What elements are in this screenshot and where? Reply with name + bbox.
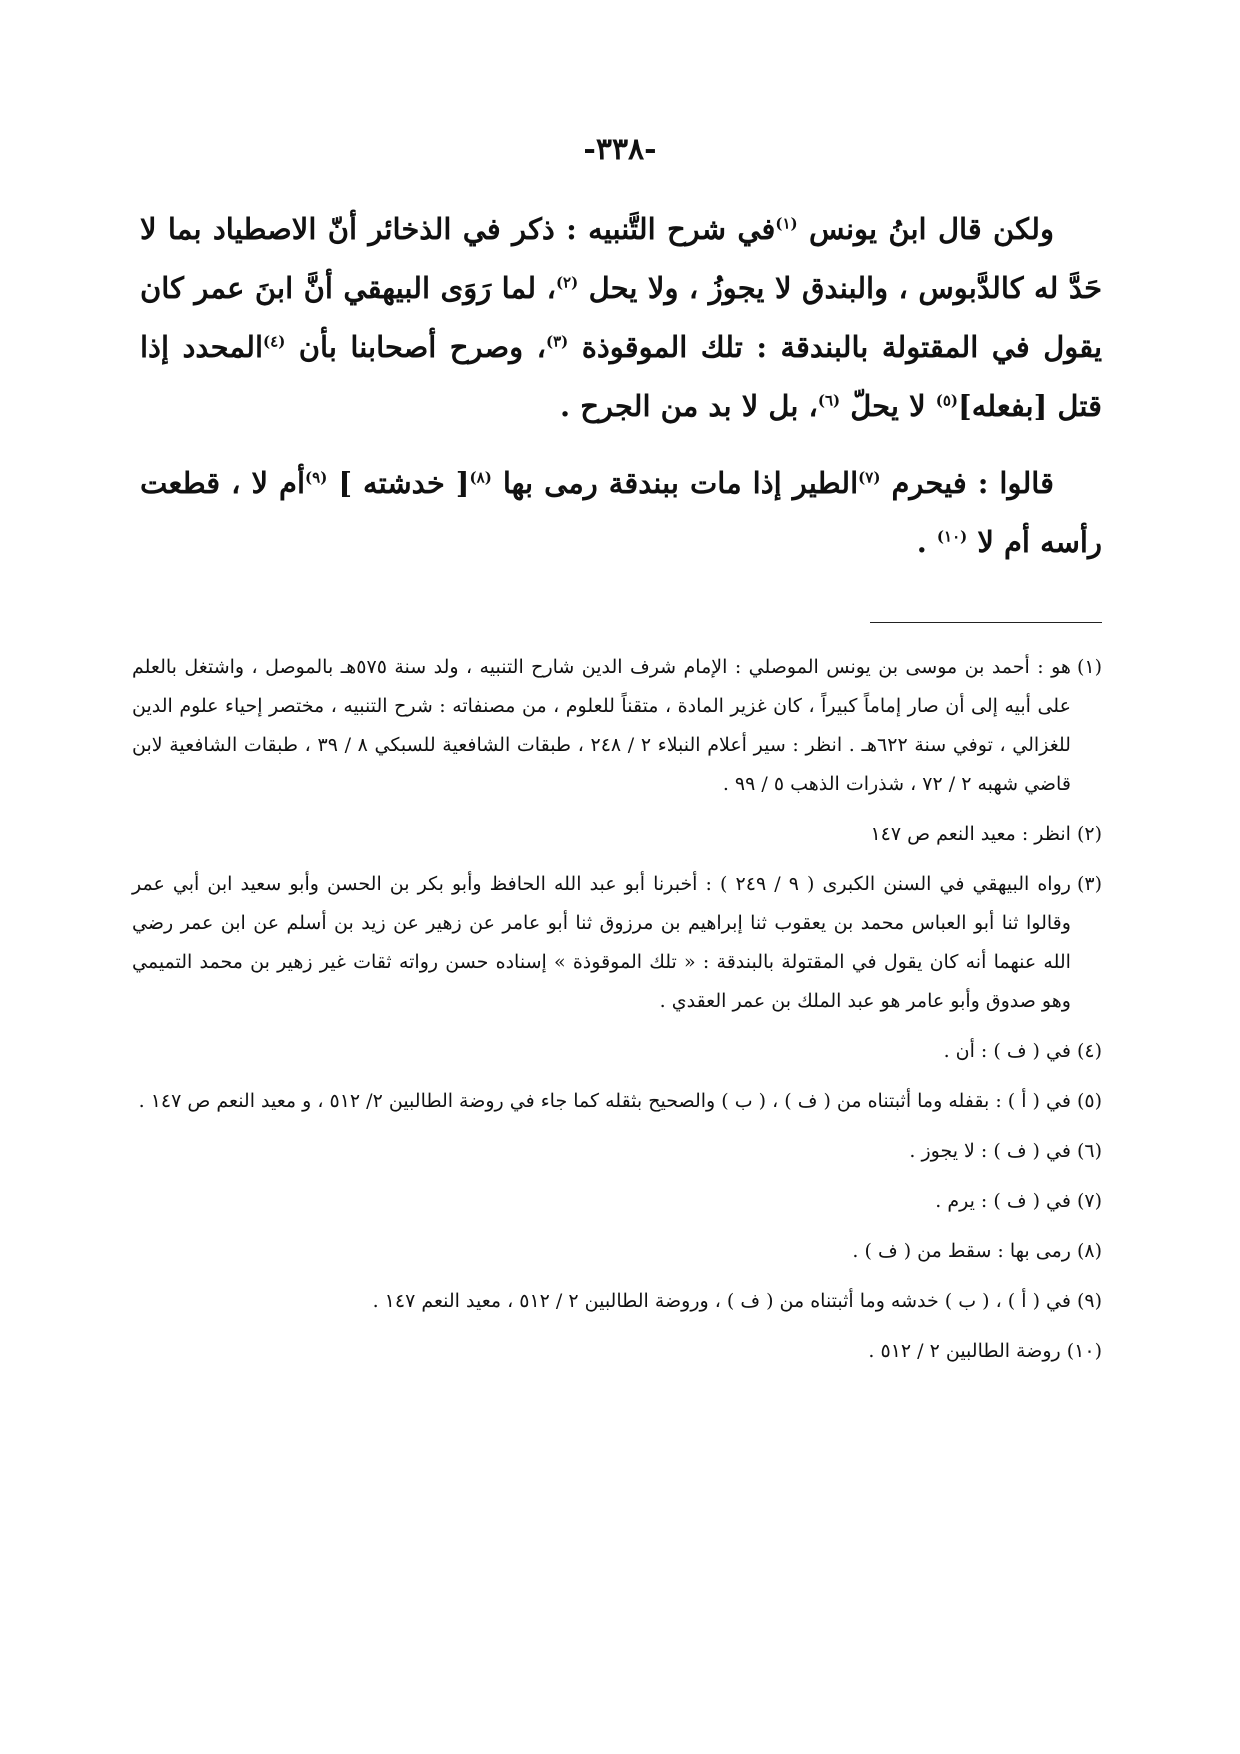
footnote-number: (٣) xyxy=(1076,873,1102,895)
footnote-number: (٥) xyxy=(1076,1090,1102,1112)
footnote-ref-5[interactable]: (٥) xyxy=(935,391,958,410)
footnote-number: (١) xyxy=(1076,656,1102,678)
paragraph-1 xyxy=(140,200,1102,436)
text-run: في شرح التَّنبيه : ذكر في الذخائر أنّ الاصطياد بما لا حَدَّ له كالدَّبوس ، والبندق لا يجوزُ ، ولا يحل xyxy=(140,212,1102,305)
footnote-9 xyxy=(132,1282,1102,1321)
footnote-1 xyxy=(132,648,1102,804)
footnotes-section xyxy=(132,648,1102,1382)
footnote-ref-3[interactable]: (٣) xyxy=(545,332,569,351)
main-text xyxy=(140,200,1102,572)
footnote-ref-6[interactable]: (٦) xyxy=(817,391,841,410)
text-run: قالوا : فيحرم xyxy=(880,466,1055,500)
footnote-ref-4[interactable]: (٤) xyxy=(263,332,286,351)
footnote-ref-2[interactable]: (٢) xyxy=(555,273,579,292)
text-run: لا يحلّ xyxy=(840,389,936,423)
footnote-separator xyxy=(870,622,1102,623)
text-run: ، وصرح أصحابنا بأن xyxy=(285,330,546,364)
text-run: ولكن قال ابنُ يونس xyxy=(797,212,1054,246)
footnote-text: هو : أحمد بن موسى بن يونس الموصلي : الإمام شرف الدين شارح التنبيه ، ولد سنة ٥٧٥هـ بالموصل ، واشتغل بالعلم على أبيه إلى أن صار إماماً كبيراً ، كان غزير المادة ، متقناً للعلوم ، من مصنفاته : شرح التنبيه ، مختصر إحياء علوم الدين للغزالي ، توفي سنة ٦٢٢هـ . انظر : سير أعلام النبلاء ٢ / ٢٤٨ ، طبقات الشافعية للسبكي ٨ / ٣٩ ، طبقات الشافعية لابن قاضي شهبه ٢ / ٧٢ ، شذرات الذهب ٥ / ٩٩ . xyxy=(132,656,1071,795)
text-run: أم لا ، قطعت رأسه أم لا xyxy=(140,466,1102,559)
footnote-number: (٩) xyxy=(1076,1290,1102,1312)
footnote-ref-8[interactable]: (٨) xyxy=(469,468,492,487)
footnote-10 xyxy=(132,1332,1102,1371)
footnote-ref-7[interactable]: (٧) xyxy=(858,468,881,487)
footnote-text: في ( ف ) : يرم . xyxy=(935,1190,1071,1212)
footnote-2 xyxy=(132,815,1102,854)
text-run: [ خدشته ] xyxy=(327,466,470,500)
footnote-ref-10[interactable]: (١٠) xyxy=(936,527,968,546)
text-run: . xyxy=(916,525,937,559)
footnote-number: (٧) xyxy=(1076,1190,1102,1212)
footnote-text: في ( ف ) : لا يجوز . xyxy=(909,1140,1071,1162)
text-run: المحدد إذا قتل [بفعله] xyxy=(140,330,1102,423)
text-run: ، لما رَوَى البيهقي أنَّ ابنَ عمر كان يقول في المقتولة بالبندقة : تلك الموقوذة xyxy=(140,271,1103,364)
footnote-text: انظر : معيد النعم ص ١٤٧ xyxy=(870,823,1071,845)
footnote-text: في ( ف ) : أن . xyxy=(943,1040,1071,1062)
footnote-6 xyxy=(132,1132,1102,1171)
footnote-3 xyxy=(132,865,1102,1021)
text-run: ، بل لا بد من الجرح . xyxy=(560,389,818,423)
page-number: -٣٣٨- xyxy=(583,132,657,167)
footnote-4 xyxy=(132,1032,1102,1071)
footnote-ref-1[interactable]: (١) xyxy=(775,214,798,233)
footnote-number: (٤) xyxy=(1076,1040,1102,1062)
footnote-ref-9[interactable]: (٩) xyxy=(305,468,328,487)
footnote-5 xyxy=(132,1082,1102,1121)
footnote-text: في ( أ ) ، ( ب ) خدشه وما أثبتناه من ( ف ) ، وروضة الطالبين ٢ / ٥١٢ ، معيد النعم ١٤٧ . xyxy=(372,1290,1071,1312)
footnote-text: رواه البيهقي في السنن الكبرى ( ٩ / ٢٤٩ ) : أخبرنا أبو عبد الله الحافظ وأبو بكر بن الحسن وأبو سعيد ابن أبي عمر وقالوا ثنا أبو العباس محمد بن يعقوب ثنا إبراهيم بن مرزوق ثنا أبو عامر عن زهير عن زيد بن أسلم عن ابن عمر رضي الله عنهما أنه كان يقول في المقتولة بالبندقة : « تلك الموقوذة » إسناده حسن رواته ثقات غير زهير بن محمد التميمي وهو صدوق وأبو عامر هو عبد الملك بن عمر العقدي . xyxy=(132,873,1071,1012)
text-run: الطير إذا مات ببندقة رمى بها xyxy=(491,466,859,500)
footnote-7 xyxy=(132,1182,1102,1221)
footnote-8 xyxy=(132,1232,1102,1271)
footnote-number: (٨) xyxy=(1076,1240,1102,1262)
footnote-number: (٦) xyxy=(1076,1140,1102,1162)
footnote-number: (٢) xyxy=(1076,823,1102,845)
footnote-number: (١٠) xyxy=(1066,1340,1102,1362)
footnote-text: رمى بها : سقط من ( ف ) . xyxy=(852,1240,1071,1262)
paragraph-2 xyxy=(140,454,1102,572)
footnote-text: في ( أ ) : بقفله وما أثبتناه من ( ف ) ، ( ب ) والصحيح بثقله كما جاء في روضة الطالبين ٢/ ٥١٢ ، و معيد النعم ص ١٤٧ . xyxy=(138,1090,1071,1112)
footnote-text: روضة الطالبين ٢ / ٥١٢ . xyxy=(868,1340,1061,1362)
